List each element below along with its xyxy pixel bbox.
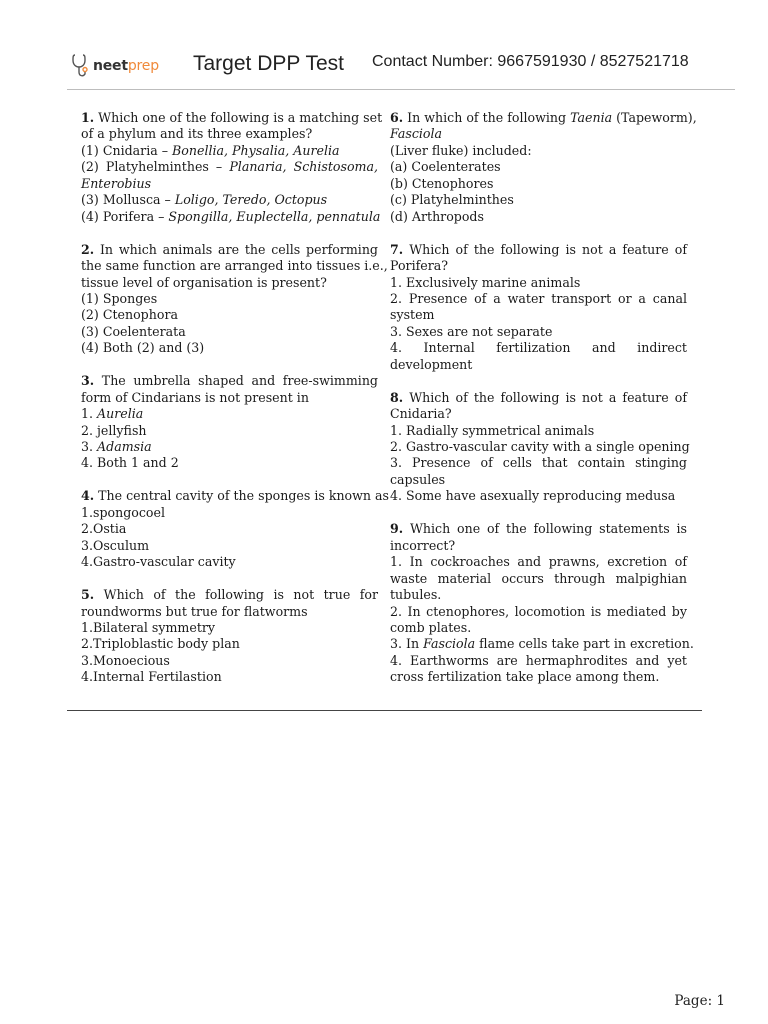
option-2-cont: Enterobius	[81, 175, 152, 191]
question-stem-cont: Fasciola	[390, 126, 443, 142]
option-b: (b) Ctenophores	[390, 175, 494, 191]
question-number: 6.	[390, 110, 404, 125]
option-1-cont: tubules.	[390, 587, 442, 603]
question-stem: 1. Which one of the following is a matching set	[81, 110, 383, 125]
question-stem: 9. Which one of the following statements is	[390, 521, 687, 537]
option-2: 2.Ostia	[81, 521, 127, 537]
question-stem-cont: form of Cindarians is not present in	[81, 389, 309, 405]
page-header	[0, 0, 768, 92]
question-stem-cont: tissue level of organisation is present?	[81, 274, 327, 290]
option-1: 1.spongocoel	[81, 504, 165, 520]
option-1: (1) Sponges	[81, 290, 158, 306]
question-6	[390, 110, 697, 225]
option-1: (1) Cnidaria – Bonellia, Physalia, Aurelia	[81, 142, 340, 158]
option-4: 4. Earthworms are hermaphrodites and yet	[390, 652, 687, 668]
question-number: 5.	[81, 587, 95, 603]
left-column	[81, 110, 390, 702]
option-2: (2) Platyhelminthes – Planaria, Schistosoma,	[81, 159, 378, 175]
page-title: Target DPP Test	[193, 52, 344, 75]
option-2: 2. In ctenophores, locomotion is mediated by	[390, 603, 687, 619]
option-3: 3. Presence of cells that contain stinging	[390, 455, 687, 471]
question-number: 8.	[390, 389, 404, 405]
question-7	[390, 242, 687, 374]
question-stem: 5. Which of the following is not true for	[81, 587, 378, 603]
question-number: 9.	[390, 521, 404, 537]
question-1	[81, 110, 383, 225]
option-3: 3. Adamsia	[81, 439, 152, 455]
question-stem: 2. In which animals are the cells performing	[81, 241, 378, 257]
question-number: 7.	[390, 241, 404, 257]
option-2-cont: comb plates.	[390, 620, 472, 635]
option-2: 2. Presence of a water transport or a canal	[390, 290, 687, 306]
option-c: (c) Platyhelminthes	[390, 192, 514, 208]
option-2: 2. jellyfish	[81, 422, 147, 438]
option-d: (d) Arthropods	[390, 208, 484, 224]
option-3: 3.Monoecious	[81, 652, 170, 668]
option-2-cont: system	[390, 307, 435, 323]
option-3: 3.Osculum	[81, 537, 150, 553]
option-4: (4) Porifera – Spongilla, Euplectella, pennatula	[81, 208, 381, 224]
question-number: 3.	[81, 373, 95, 389]
question-3	[81, 373, 378, 472]
option-1-cont: waste material occurs through malpighian	[390, 570, 687, 586]
option-3-cont: capsules	[390, 471, 446, 487]
option-4: 4.Gastro-vascular cavity	[81, 554, 236, 570]
question-4	[81, 488, 390, 570]
question-stem: 6. In which of the following Taenia (Tapeworm),	[390, 110, 697, 125]
question-stem-cont: incorrect?	[390, 537, 456, 553]
question-stem-cont: Porifera?	[390, 258, 448, 274]
option-a: (a) Coelenterates	[390, 159, 501, 175]
option-4: 4. Both 1 and 2	[81, 455, 179, 471]
right-column	[390, 110, 697, 702]
option-4: (4) Both (2) and (3)	[81, 340, 205, 356]
option-2: (2) Ctenophora	[81, 307, 178, 323]
question-number: 2.	[81, 241, 95, 257]
option-3: (3) Mollusca – Loligo, Teredo, Octopus	[81, 192, 328, 208]
question-stem: 4. The central cavity of the sponges is known as	[81, 488, 390, 504]
option-3: (3) Coelenterata	[81, 323, 186, 339]
option-3: 3. Sexes are not separate	[390, 323, 553, 339]
option-2: 2.Triploblastic body plan	[81, 636, 240, 652]
question-number: 4.	[81, 488, 95, 504]
question-stem-cont: of a phylum and its three examples?	[81, 126, 313, 142]
question-stem-cont: Cnidaria?	[390, 406, 452, 422]
option-1: 1. Aurelia	[81, 406, 144, 422]
question-8	[390, 389, 690, 505]
content-end-divider	[67, 710, 702, 711]
option-4: 4. Internal fertilization and indirect	[390, 340, 687, 356]
option-1: 1.Bilateral symmetry	[81, 619, 216, 635]
option-1: 1. Radially symmetrical animals	[390, 422, 595, 438]
stethoscope-icon	[72, 53, 90, 79]
logo-neet-text: neet	[93, 58, 128, 74]
option-4-cont: development	[390, 356, 473, 372]
contact-number: Contact Number: 9667591930 / 8527521718	[372, 53, 689, 70]
question-stem-cont: the same function are arranged into tissues i.e.,	[81, 258, 388, 274]
option-4-cont: cross fertilization take place among them.	[390, 669, 660, 685]
page-number: Page: 1	[674, 993, 725, 1009]
question-stem: 7. Which of the following is not a feature of	[390, 241, 687, 257]
logo-prep-text: prep	[127, 58, 159, 74]
question-stem-cont: (Liver fluke) included:	[390, 142, 532, 158]
option-2: 2. Gastro-vascular cavity with a single opening	[390, 439, 690, 455]
option-4: 4.Internal Fertilastion	[81, 669, 222, 685]
question-number: 1.	[81, 110, 95, 125]
question-stem: 8. Which of the following is not a feature of	[390, 389, 687, 405]
neetprep-logo	[72, 52, 159, 80]
question-2	[81, 241, 388, 357]
question-stem-cont: roundworms but true for flatworms	[81, 603, 308, 619]
option-1: 1. Exclusively marine animals	[390, 274, 581, 290]
option-3: 3. In Fasciola flame cells take part in excretion.	[390, 636, 694, 652]
option-4: 4. Some have asexually reproducing medusa	[390, 488, 676, 504]
question-5	[81, 587, 378, 686]
question-stem: 3. The umbrella shaped and free-swimming	[81, 373, 378, 389]
question-9	[390, 521, 694, 686]
option-1: 1. In cockroaches and prawns, excretion of	[390, 554, 687, 570]
header-divider	[67, 89, 735, 90]
